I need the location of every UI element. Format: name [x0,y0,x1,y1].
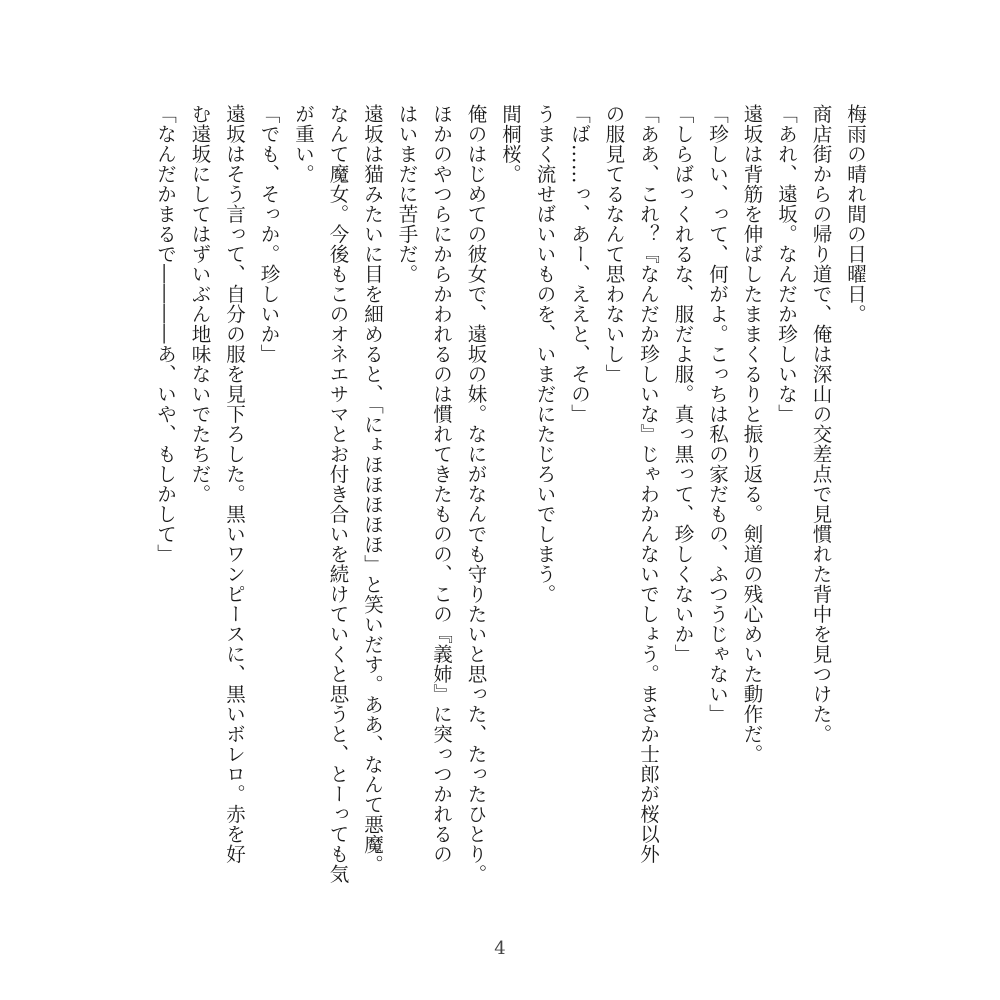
text-line: 「ああ、これ？『なんだか珍しいな』じゃわかんないでしょう。まさか士郎が桜以外 [637,104,660,864]
page-number: 4 [494,938,506,959]
text-line: 「なんだかまるで――――あ、いや、もしかして」 [154,104,177,564]
text-line: なんて魔女。今後もこのオネエサマとお付き合いを続けていくと思うと、とーっても気 [326,104,350,884]
text-line: 「でも、そっか。珍しいか」 [257,104,281,364]
text-line: うまく流せばいいものを、いまだにたじろいでしまう。 [533,104,557,604]
text-line: 「珍しい、って、何がよ。こっちは私の家だもの、ふつうじゃない」 [706,104,729,724]
text-line: 梅雨の晴れ間の日曜日。 [844,104,867,324]
text-line: 間桐桜。 [499,104,522,184]
text-line: 「ば……っ、あー、ええと、その」 [568,104,591,424]
text-line: 「あれ、遠坂。なんだか珍しいな」 [775,104,798,424]
text-line: 遠坂は背筋を伸ばしたままくるりと振り返る。剣道の残心めいた動作だ。 [740,104,764,764]
text-line: む遠坂にしてはずいぶん地味ないでたちだ。 [188,104,212,504]
text-line: 遠坂は猫みたいに目を細めると、「にょほほほほほ」と笑いだす。ああ、なんて悪魔。 [361,104,384,875]
text-line: の服見てるなんて思わないし」 [602,104,626,384]
vertical-text-body [148,104,873,904]
text-line: が重い。 [292,104,315,184]
text-line: 「しらばっくれるな、服だよ服。真っ黒って、珍しくないか」 [671,104,695,664]
text-line: 俺のはじめての彼女で、遠坂の妹。なにがなんでも守りたいと思った、たったひとり。 [464,104,488,884]
text-line: はいまだに苦手だ。 [395,104,419,284]
text-line: ほかのやつらにからかわれるのは慣れてきたものの、この『義姉』に突っつかれるの [430,104,453,864]
text-line: 商店街からの帰り道で、俺は深山の交差点で見慣れた背中を見つけた。 [809,104,833,744]
text-line: 遠坂はそう言って、自分の服を見下ろした。黒いワンピースに、黒いボレロ。赤を好 [223,104,246,864]
